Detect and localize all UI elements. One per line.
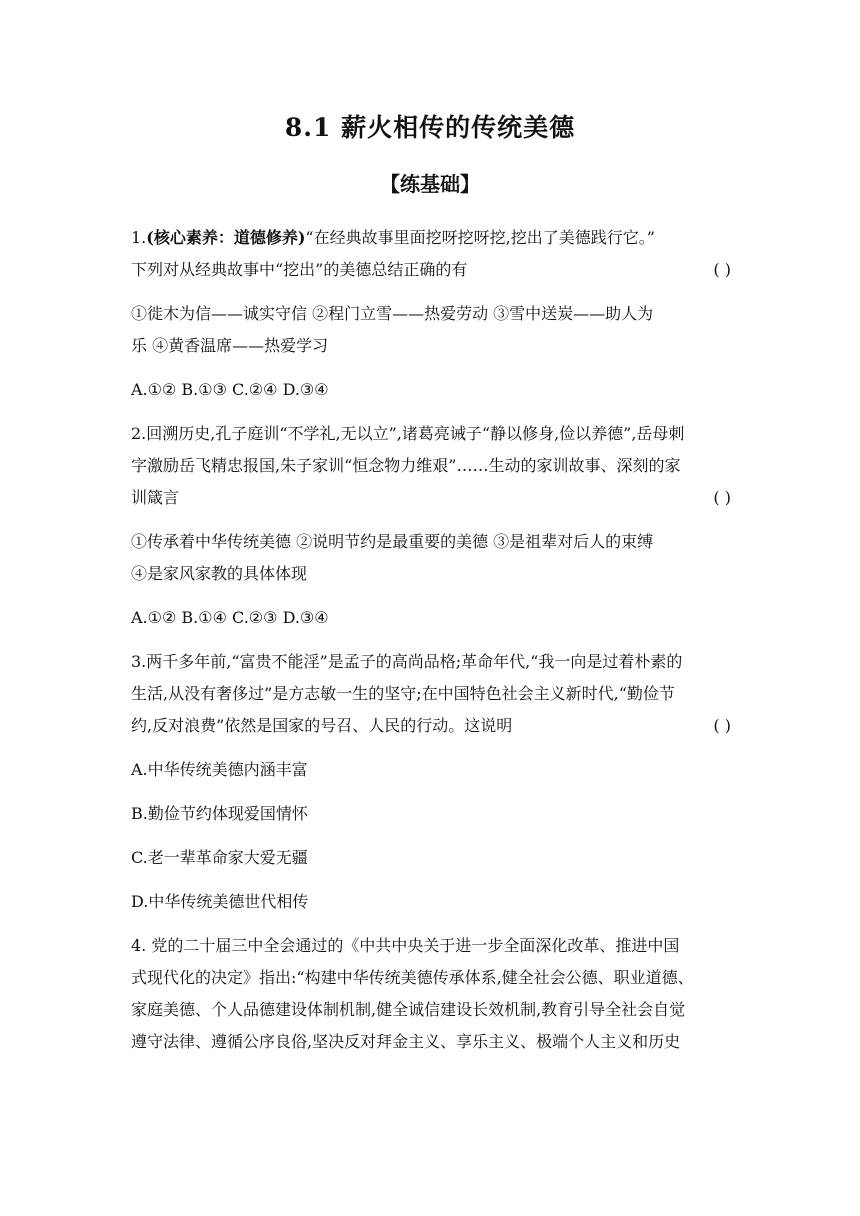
question-2	[131, 418, 731, 514]
question-2-line-3	[131, 482, 731, 514]
question-list	[131, 222, 731, 1070]
question-1-number: 1.	[131, 228, 147, 247]
question-2-line-2: 字激励岳飞精忠报国,朱子家训“恒念物力维艰”……生动的家训故事、深刻的家	[131, 456, 681, 475]
question-3-line-3	[131, 710, 731, 742]
statements-line-2: ④是家风家教的具体体现	[131, 564, 308, 583]
question-2-answers	[131, 602, 731, 634]
option-c	[131, 842, 731, 874]
answer-bracket: ( )	[713, 488, 731, 507]
question-2-line-1: 2.回溯历史,孔子庭训“不学礼,无以立”,诸葛亮诫子“静以修身,俭以养德”,岳母刺	[131, 424, 685, 443]
option-c-text: C.老一辈革命家大爱无疆	[131, 848, 308, 867]
page-title: 8.1 薪火相传的传统美德	[284, 113, 576, 142]
answer-bracket: ( )	[713, 260, 731, 279]
statements-line-1: ①传承着中华传统美德 ②说明节约是最重要的美德 ③是祖辈对后人的束缚	[131, 532, 654, 551]
option-a-text: A.中华传统美德内涵丰富	[131, 760, 308, 779]
section-heading: 【练基础】	[380, 172, 480, 196]
question-1-line-2	[131, 254, 731, 286]
question-4-line-3: 家庭美德、个人品德建设体制机制,健全诚信建设长效机制,教育引导全社会自觉	[131, 1000, 686, 1019]
question-1-stem-part-2: 下列对从经典故事中“挖出”的美德总结正确的有	[131, 260, 468, 279]
option-d	[131, 886, 731, 918]
statements-line-1: ①徙木为信——诚实守信 ②程门立雪——热爱劳动 ③雪中送炭——助人为	[131, 304, 654, 323]
question-2-stem-end: 训箴言	[131, 488, 180, 507]
question-1-answers	[131, 374, 731, 406]
question-3-stem-end: 约,反对浪费”依然是国家的号召、人民的行动。这说明	[131, 716, 513, 735]
question-4-line-4: 遵守法律、遵循公序良俗,坚决反对拜金主义、享乐主义、极端个人主义和历史	[131, 1032, 681, 1051]
option-a	[131, 754, 731, 786]
question-1-statements	[131, 298, 731, 362]
question-4-line-2: 式现代化的决定》指出:“构建中华传统美德传承体系,健全社会公德、职业道德、	[131, 968, 694, 987]
question-2-statements	[131, 526, 731, 590]
question-1-stem-part-1: “在经典故事里面挖呀挖呀挖,挖出了美德践行它。”	[305, 228, 655, 247]
answer-bracket: ( )	[713, 716, 731, 735]
option-b-text: B.勤俭节约体现爱国情怀	[131, 804, 308, 823]
question-1-tag: (核心素养：道德修养)	[146, 228, 306, 247]
option-d-text: D.中华传统美德世代相传	[131, 892, 309, 911]
answer-choices: A.①② B.①③ C.②④ D.③④	[131, 380, 329, 399]
question-1	[131, 222, 731, 286]
statements-line-2: 乐 ④黄香温席——热爱学习	[131, 336, 329, 355]
question-3-line-1: 3.两千多年前,“富贵不能淫”是孟子的高尚品格;革命年代,“我一向是过着朴素的	[131, 652, 683, 671]
question-3	[131, 646, 731, 742]
question-1-line-1	[131, 222, 731, 254]
question-3-line-2: 生活,从没有奢侈过”是方志敏一生的坚守;在中国特色社会主义新时代,“勤俭节	[131, 684, 675, 703]
question-4-line-1: 4. 党的二十届三中全会通过的《中共中央关于进一步全面深化改革、推进中国	[131, 936, 680, 955]
question-4	[131, 930, 731, 1058]
answer-choices: A.①② B.①④ C.②③ D.③④	[131, 608, 329, 627]
option-b	[131, 798, 731, 830]
